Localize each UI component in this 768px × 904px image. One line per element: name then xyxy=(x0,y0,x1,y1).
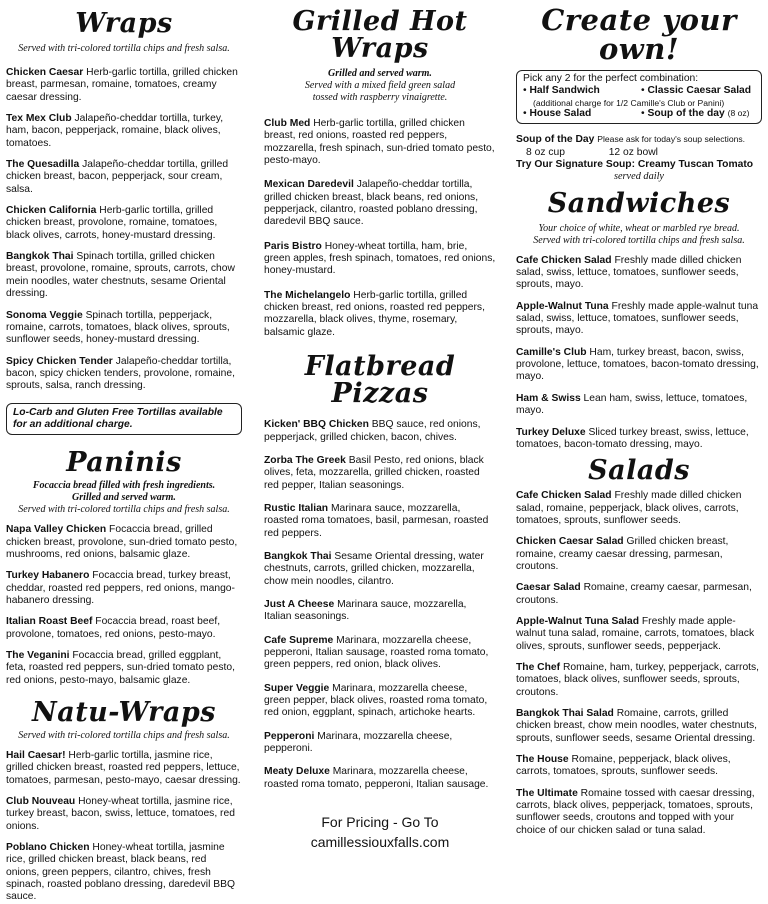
soup-note: Please ask for today's soup selections. xyxy=(597,134,746,145)
menu-item: Caesar Salad Romaine, creamy caesar, parmesan, croutons. xyxy=(516,582,752,606)
combo-intro: Pick any 2 for the perfect combination: xyxy=(523,73,699,84)
combo-option: • House Salad xyxy=(523,108,592,119)
soup-served: served daily xyxy=(613,171,665,183)
create-your-own-heading: Create your own! xyxy=(541,3,737,66)
flatbread-pizzas-heading: Flatbread Pizzas xyxy=(304,351,456,410)
sandwiches-subtitle-1: Your choice of white, wheat or marbled rye bread. xyxy=(538,222,740,234)
grilled-subtitle-3: tossed with raspberry vinaigrette. xyxy=(312,92,448,103)
menu-item: Turkey Deluxe Sliced turkey breast, swiss, lettuce, tomatoes, bacon-tomato dressing, mayo. xyxy=(516,426,749,450)
menu-item: Ham & Swiss Lean ham, swiss, lettuce, tomatoes, mayo. xyxy=(516,392,748,417)
sandwiches-heading: Sandwiches xyxy=(547,187,731,219)
menu-item: Mexican Daredevil Jalapeño-cheddar tortilla, grilled chicken breast, black beans, red onions, pepperjack, cilantro, roasted poblano dressing, daredevil BBQ sauce. xyxy=(264,179,479,228)
soup-section xyxy=(516,134,762,183)
menu-item: Hail Caesar! Herb-garlic tortilla, jasmine rice, grilled chicken breast, roasted red peppers, lettuce, tomatoes, parmesan, pesto-mayo, caesar dressing. xyxy=(6,750,241,786)
menu-item: Super Veggie Marinara, mozzarella cheese, green pepper, black olives, roasted roma tomato, red onion, eggplant, spinach, artichoke hearts. xyxy=(264,682,488,719)
menu-item: The Veganini Focaccia bread, grilled eggplant, feta, roasted red peppers, sun-dried tomato pesto, red onions, pesto-mayo, balsamic glaze. xyxy=(6,650,235,686)
menu-item: Napa Valley Chicken Focaccia bread, grilled chicken breast, provolone, sun-dried tomato pesto, mushrooms, red onions, balsamic glaze. xyxy=(6,524,238,560)
natuwraps-subtitle: Served with tri-colored tortilla chips and fresh salsa. xyxy=(18,730,230,742)
menu-item: Poblano Chicken Honey-wheat tortilla, jasmine rice, grilled chicken breast, black beans, red onions, green peppers, cilantro, chives, fresh spinach, roasted poblano dressing, daredevil BBQ sauce. xyxy=(6,842,235,903)
menu-item: Bangkok Thai Salad Romaine, carrots, grilled chicken breast, chow mein noodles, water chestnuts, sprouts, sunflower seeds, sesame Oriental dressing. xyxy=(516,708,757,744)
menu-item: Just A Cheese Marinara sauce, mozzarella, Italian seasonings. xyxy=(264,598,467,623)
soup-size-cup: 8 oz cup xyxy=(526,146,565,158)
pricing-note xyxy=(264,813,496,852)
pricing-line-1: For Pricing - Go To xyxy=(321,814,439,831)
menu-item: Zorba The Greek Basil Pesto, red onions, black olives, feta, mozzarella, grilled chicken, roasted red pepper, Italian seasonings. xyxy=(264,454,484,491)
menu-item: Meaty Deluxe Marinara, mozzarella cheese, roasted roma tomato, pepperoni, Italian sausage. xyxy=(264,766,489,790)
menu-item: Rustic Italian Marinara sauce, mozzarella, roasted roma tomatoes, basil, parmesan, roasted red peppers. xyxy=(264,502,489,539)
menu-item: Club Med Herb-garlic tortilla, grilled chicken breast, red onions, roasted red peppers, mozzarella, fresh spinach, sun-dried tomato pesto, pesto-mayo. xyxy=(264,118,495,167)
paninis-subtitle-2: Grilled and served warm. xyxy=(72,492,176,504)
soup-label: Soup of the Day xyxy=(516,134,595,146)
menu-item: The Quesadilla Jalapeño-cheddar tortilla, grilled chicken breast, bacon, pepperjack, sour cream, salsa. xyxy=(6,159,229,195)
menu-item: Turkey Habanero Focaccia bread, turkey breast, cheddar, roasted red peppers, red onions, mango-habanero dressing. xyxy=(6,570,235,606)
combo-option: • Half Sandwich xyxy=(523,85,600,97)
menu-item: Cafe Chicken Salad Freshly made dilled chicken salad, romaine, pepperjack, black olives, carrots, tomatoes, sprouts, sunflower seeds. xyxy=(516,490,742,526)
menu-item: Sonoma Veggie Spinach tortilla, pepperjack, romaine, carrots, tomatoes, black olives, sprouts, sunflower seeds, honey-mustard dressing. xyxy=(6,309,230,346)
combo-box xyxy=(516,70,762,124)
menu-item: Bangkok Thai Spinach tortilla, grilled chicken breast, provolone, romaine, sprouts, carrots, chow mein noodles, water chestnuts, sesame Oriental dressing. xyxy=(6,251,235,300)
menu-item: Tex Mex Club Jalapeño-cheddar tortilla, turkey, ham, bacon, pepperjack, romaine, black olives, tomatoes. xyxy=(6,113,224,149)
menu-item: Chicken Caesar Herb-garlic tortilla, grilled chicken breast, parmesan, romaine, tomatoes, creamy caesar dressing. xyxy=(6,67,238,103)
website-link[interactable]: camillessiouxfalls.com xyxy=(310,833,450,850)
column-left xyxy=(6,0,242,904)
menu-item: Club Nouveau Honey-wheat tortilla, jasmine rice, turkey breast, bacon, swiss, lettuce, tomatoes, red onions. xyxy=(6,796,235,832)
menu-item: Chicken California Herb-garlic tortilla, grilled chicken breast, provolone, romaine, tomatoes, black olives, carrots, honey-mustard dressing. xyxy=(6,205,218,241)
column-middle xyxy=(264,0,496,852)
menu-item: Paris Bistro Honey-wheat tortilla, ham, brie, green apples, fresh spinach, tomatoes, red onions, honey-mustard. xyxy=(264,240,496,277)
salads-heading: Salads xyxy=(588,455,690,487)
menu-item: The House Romaine, pepperjack, black olives, carrots, tomatoes, sprouts, sunflower seeds. xyxy=(516,754,731,778)
menu-item: Chicken Caesar Salad Grilled chicken breast, romaine, creamy caesar dressing, parmesan, croutons. xyxy=(516,536,729,572)
grilled-subtitle-2: Served with a mixed field green salad xyxy=(304,80,456,91)
wraps-heading: Wraps xyxy=(75,8,173,39)
menu-item: Cafe Chicken Salad Freshly made dilled chicken salad, swiss, lettuce, tomatoes, sunflower seeds, sprouts, mayo. xyxy=(516,254,742,291)
natuwraps-heading: Natu-Wraps xyxy=(32,697,216,729)
signature-soup: Try Our Signature Soup: Creamy Tuscan Tomato xyxy=(516,159,754,171)
menu-item: Cafe Supreme Marinara, mozzarella cheese, pepperoni, Italian sausage, roasted roma tomato, green peppers, red onion, black olives. xyxy=(264,634,489,671)
combo-option: • Soup of the day (8 oz) xyxy=(641,108,750,119)
menu-item: The Ultimate Romaine tossed with caesar dressing, carrots, black olives, pepperjack, tomatoes, sprouts, sunflower seeds, croutons and topped with your choice of our chicken salad or tuna salad. xyxy=(516,787,755,836)
sandwiches-subtitle-2: Served with tri-colored tortilla chips and fresh salsa. xyxy=(533,234,745,246)
menu-item: Kicken' BBQ Chicken BBQ sauce, red onions, pepperjack, grilled chicken, bacon, chives. xyxy=(264,419,481,443)
menu-item: The Chef Romaine, ham, turkey, pepperjack, carrots, tomatoes, black olives, sunflower seeds, sprouts, croutons. xyxy=(516,661,760,698)
menu-item: Spicy Chicken Tender Jalapeño-cheddar tortilla, bacon, spicy chicken tenders, provolone, romaine, sprouts, salsa, ranch dressing. xyxy=(6,355,235,392)
combo-option: • Classic Caesar Salad xyxy=(641,85,752,97)
grilled-subtitle-1: Grilled and served warm. xyxy=(328,68,432,79)
menu-item: The Michelangelo Herb-garlic tortilla, grilled chicken breast, red onions, roasted red peppers, mozzarella, black olives, thyme, rosemary, balsamic glaze. xyxy=(264,289,485,338)
menu-item: Pepperoni Marinara, mozzarella cheese, pepperoni. xyxy=(264,730,453,755)
soup-size-bowl: 12 oz bowl xyxy=(608,146,658,158)
paninis-subtitle-1: Focaccia bread filled with fresh ingredients. xyxy=(32,480,216,492)
paninis-subtitle-3: Served with tri-colored tortilla chips and fresh salsa. xyxy=(18,504,230,516)
wraps-subtitle: Served with tri-colored tortilla chips and fresh salsa. xyxy=(18,43,230,54)
menu-item: Camille's Club Ham, turkey breast, bacon, swiss, provolone, lettuce, tomatoes, bacon-tomato dressing, mayo. xyxy=(516,346,759,383)
menu-item: Bangkok Thai Sesame Oriental dressing, water chestnuts, carrots, grilled chicken, mozzarella, chow mein noodles, cilantro. xyxy=(264,550,484,587)
menu-item: Apple-Walnut Tuna Freshly made apple-walnut tuna salad, swiss, lettuce, tomatoes, sunflower seeds, sprouts, mayo. xyxy=(516,300,759,337)
tortilla-note-box: Lo-Carb and Gluten Free Tortillas available for an additional charge. xyxy=(6,403,242,436)
grilled-hot-wraps-heading: Grilled Hot Wraps xyxy=(292,6,468,64)
combo-option-note: (additional charge for 1/2 Camille's Club or Panini) xyxy=(533,97,725,108)
column-right xyxy=(516,0,762,837)
menu-item: Italian Roast Beef Focaccia bread, roast beef, provolone, tomatoes, red onions, pesto-mayo. xyxy=(6,616,221,640)
menu-item: Apple-Walnut Tuna Salad Freshly made apple-walnut tuna salad, romaine, carrots, tomatoes, black olives, sprouts, sunflower seeds, pepperjack. xyxy=(516,615,755,652)
paninis-heading: Paninis xyxy=(66,447,182,479)
